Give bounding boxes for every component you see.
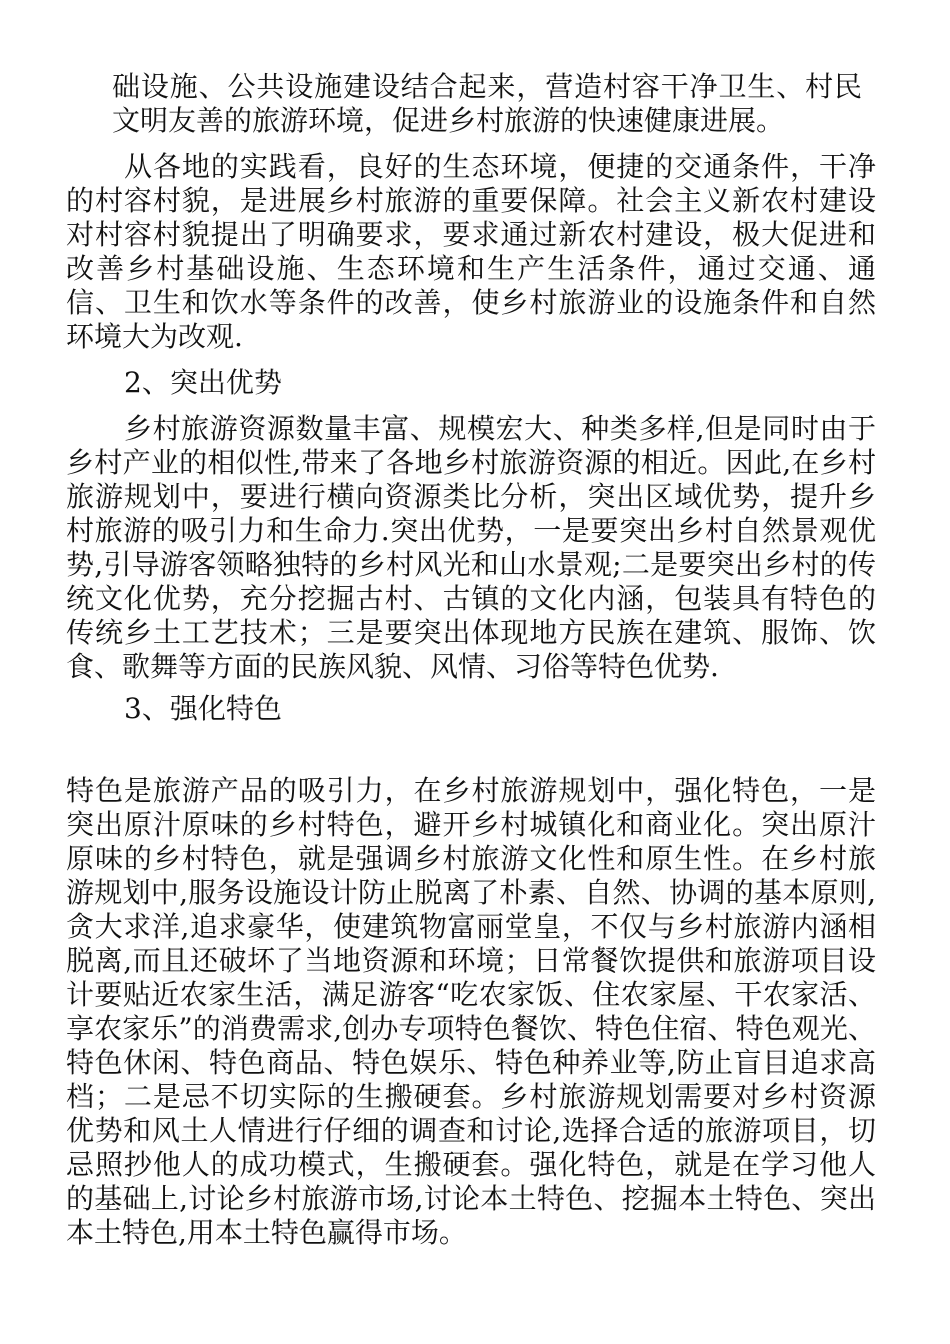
- paragraph-continuation: 础设施、公共设施建设结合起来，营造村容干净卫生、村民文明友善的旅游环境，促进乡村旅游的快速健康进展。: [112, 70, 862, 137]
- section-heading-highlight-advantages: 2、突出优势: [124, 366, 282, 399]
- paragraph-advantages: 乡村旅游资源数量丰富、规模宏大、种类多样,但是同时由于乡村产业的相似性,带来了各地乡村旅游资源的相近。因此,在乡村旅游规划中，要进行横向资源类比分析，突出区域优势，提升乡村旅游的吸引力和生命力.突出优势，一是要突出乡村自然景观优势,引导游客领略独特的乡村风光和山水景观;二是要突出乡村的传统文化优势，充分挖掘古村、古镇的文化内涵，包装具有特色的传统乡土工艺技术；三是要突出体现地方民族在建筑、服饰、饮食、歌舞等方面的民族风貌、风情、习俗等特色优势.: [66, 412, 876, 683]
- paragraph-features: 特色是旅游产品的吸引力，在乡村旅游规划中，强化特色，一是突出原汁原味的乡村特色，避开乡村城镇化和商业化。突出原汁原味的乡村特色，就是强调乡村旅游文化性和原生性。在乡村旅游规划中,服务设施设计防止脱离了朴素、自然、协调的基本原则,贪大求洋,追求豪华，使建筑物富丽堂皇，不仅与乡村旅游内涵相脱离,而且还破坏了当地资源和环境；日常餐饮提供和旅游项目设计要贴近农家生活，满足游客“吃农家饭、住农家屋、干农家活、享农家乐”的消费需求,创办专项特色餐饮、特色住宿、特色观光、特色休闲、特色商品、特色娱乐、特色种养业等,防止盲目追求高档；二是忌不切实际的生搬硬套。乡村旅游规划需要对乡村资源优势和风土人情进行仔细的调查和讨论,选择合适的旅游项目，切忌照抄他人的成功模式，生搬硬套。强化特色，就是在学习他人的基础上,讨论乡村旅游市场,讨论本土特色、挖掘本土特色、突出本土特色,用本土特色赢得市场。: [66, 774, 876, 1249]
- section-heading-strengthen-features: 3、强化特色: [124, 692, 282, 725]
- paragraph-village-appearance: 从各地的实践看，良好的生态环境，便捷的交通条件，干净的村容村貌，是进展乡村旅游的重要保障。社会主义新农村建设对村容村貌提出了明确要求，要求通过新农村建设，极大促进和改善乡村基础设施、生态环境和生产生活条件，通过交通、通信、卫生和饮水等条件的改善，使乡村旅游业的设施条件和自然环境大为改观.: [66, 150, 876, 353]
